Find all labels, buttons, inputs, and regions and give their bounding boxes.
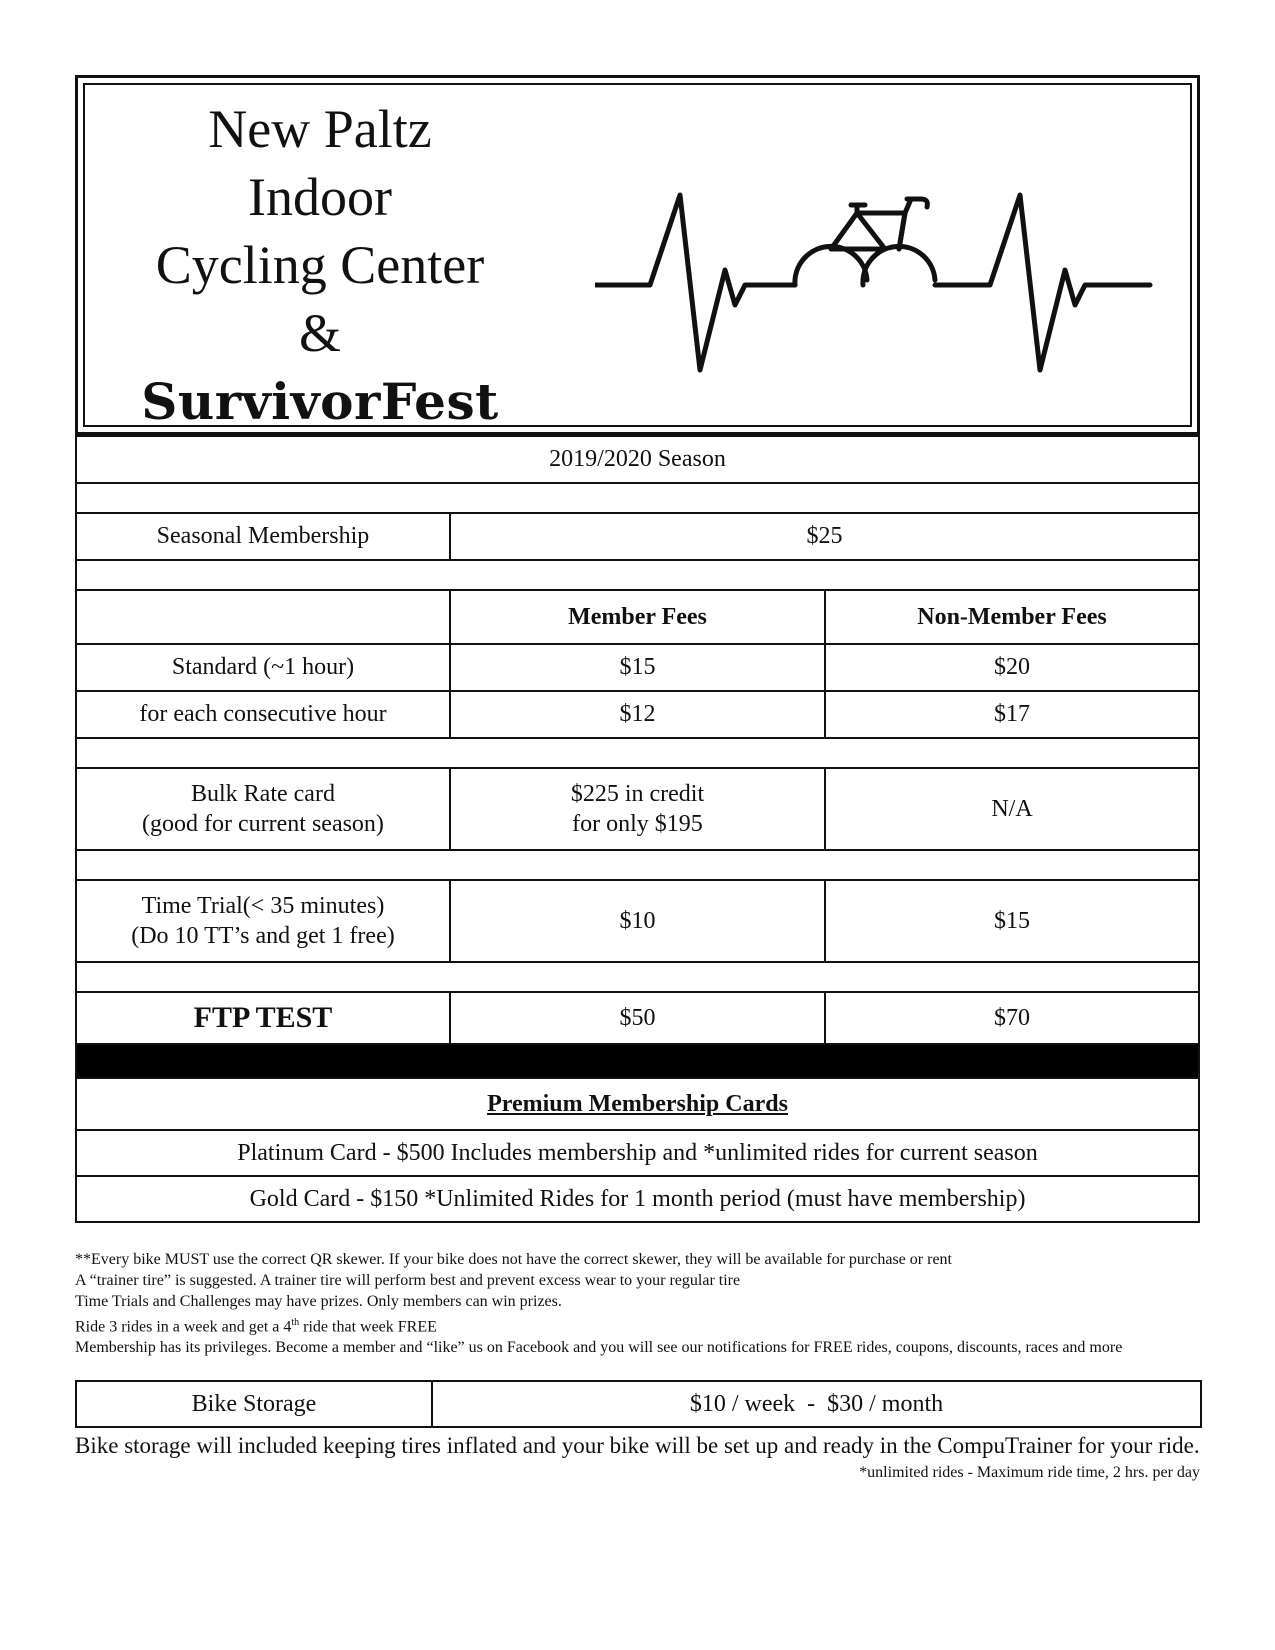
spacer-row bbox=[76, 962, 1199, 992]
consecutive-label: for each consecutive hour bbox=[76, 691, 450, 738]
note-line: Time Trials and Challenges may have prizes. Only members can win prizes. bbox=[75, 1293, 562, 1310]
time-trial-label-line: Time Trial(< 35 minutes) bbox=[141, 893, 385, 919]
blank-header-cell bbox=[76, 590, 450, 644]
member-fees-header: Member Fees bbox=[450, 590, 825, 644]
premium-title-text: Premium Membership Cards bbox=[487, 1090, 788, 1117]
ftp-non-member: $70 bbox=[825, 992, 1199, 1044]
ride-note-text: ride that week FREE bbox=[299, 1318, 437, 1336]
standard-non-member: $20 bbox=[825, 644, 1199, 691]
title-line: & bbox=[298, 303, 341, 363]
storage-note: Bike storage will included keeping tires inflated and your bike will be set up and ready in the CompuTrainer for your ride. bbox=[75, 1433, 1200, 1459]
black-divider bbox=[76, 1044, 1199, 1078]
note-line-ride bbox=[75, 1312, 1200, 1337]
flyer-page bbox=[75, 75, 1200, 1482]
gold-card-row: Gold Card - $150 *Unlimited Rides for 1 month period (must have membership) bbox=[76, 1176, 1199, 1222]
bulk-member-line: $225 in credit bbox=[570, 781, 705, 807]
header-box bbox=[75, 75, 1200, 435]
ftp-label: FTP TEST bbox=[76, 992, 450, 1044]
bulk-member bbox=[450, 768, 825, 850]
time-trial-label bbox=[76, 880, 450, 962]
title-line: New Paltz bbox=[208, 99, 432, 159]
membership-value: $25 bbox=[450, 513, 1199, 560]
title-line: Indoor bbox=[248, 167, 392, 227]
heartbeat-bicycle-icon bbox=[595, 185, 1175, 395]
spacer-row bbox=[76, 850, 1199, 880]
time-trial-non-member: $15 bbox=[825, 880, 1199, 962]
membership-label: Seasonal Membership bbox=[76, 513, 450, 560]
platinum-card-row: Platinum Card - $500 Includes membership and *unlimited rides for current season bbox=[76, 1130, 1199, 1176]
note-line: A “trainer tire” is suggested. A trainer tire will perform best and prevent excess wear to your regular tire bbox=[75, 1272, 741, 1289]
fees-table bbox=[75, 435, 1200, 1223]
footnote: *unlimited rides - Maximum ride time, 2 hrs. per day bbox=[859, 1464, 1200, 1482]
spacer-row bbox=[76, 738, 1199, 768]
bulk-label bbox=[76, 768, 450, 850]
ride-note-sup: th bbox=[291, 1317, 300, 1328]
bulk-member-line: for only $195 bbox=[572, 811, 703, 837]
notes-block bbox=[75, 1249, 1200, 1358]
consecutive-non-member: $17 bbox=[825, 691, 1199, 738]
note-line: **Every bike MUST use the correct QR skewer. If your bike does not have the correct skewer, they will be available for purchase or rent bbox=[75, 1251, 952, 1268]
time-trial-member: $10 bbox=[450, 880, 825, 962]
bulk-label-line: Bulk Rate card bbox=[191, 781, 335, 807]
brand-name: SurvivorFest bbox=[141, 372, 499, 431]
time-trial-label-line: (Do 10 TT’s and get 1 free) bbox=[131, 923, 395, 949]
storage-value: $10 / week - $30 / month bbox=[432, 1381, 1201, 1427]
consecutive-member: $12 bbox=[450, 691, 825, 738]
title-line: Cycling Center bbox=[155, 235, 485, 295]
ftp-member: $50 bbox=[450, 992, 825, 1044]
standard-label: Standard (~1 hour) bbox=[76, 644, 450, 691]
header-inner-border bbox=[83, 83, 1192, 431]
spacer-row bbox=[76, 560, 1199, 590]
spacer-row bbox=[76, 483, 1199, 513]
title-block bbox=[125, 95, 515, 437]
standard-member: $15 bbox=[450, 644, 825, 691]
storage-table bbox=[75, 1380, 1202, 1428]
bulk-label-line: (good for current season) bbox=[142, 811, 384, 837]
ride-note-text: Ride 3 rides in a week and get a 4 bbox=[75, 1318, 292, 1336]
storage-label: Bike Storage bbox=[76, 1381, 432, 1427]
note-line: Membership has its privileges. Become a member and “like” us on Facebook and you will see our notifications for FREE rides, coupons, discounts, races and more bbox=[75, 1339, 1123, 1357]
season-label: 2019/2020 Season bbox=[76, 436, 1199, 483]
non-member-fees-header: Non-Member Fees bbox=[825, 590, 1199, 644]
premium-title bbox=[76, 1078, 1199, 1130]
bulk-non-member: N/A bbox=[825, 768, 1199, 850]
